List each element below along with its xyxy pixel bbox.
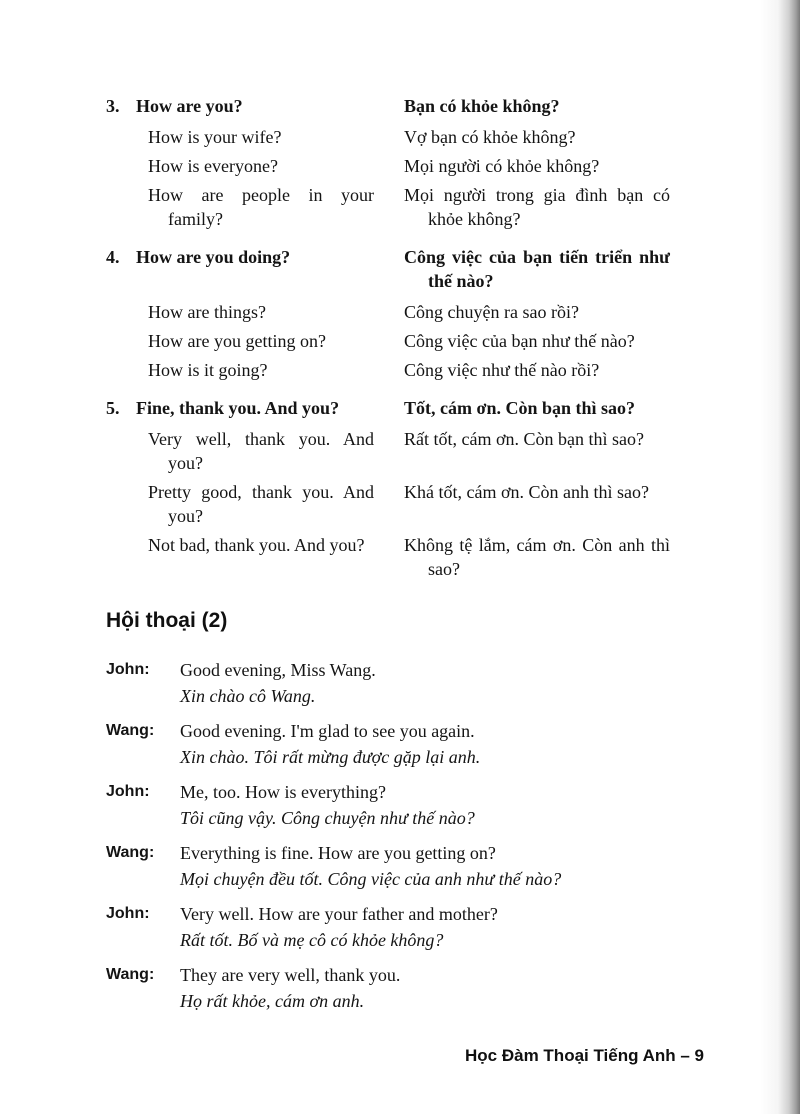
section-number: 3. bbox=[106, 96, 120, 116]
dialogue-vietnamese: Tôi cũng vậy. Công chuyện như thế nào? bbox=[180, 808, 475, 828]
phrase-section bbox=[106, 396, 704, 581]
row-number-spacer bbox=[106, 154, 136, 178]
section-title-en: How are you? bbox=[136, 96, 243, 116]
phrase-row bbox=[106, 154, 704, 178]
dialogue-turn bbox=[106, 901, 704, 953]
phrase-vi: Rất tốt, cám ơn. Còn bạn thì sao? bbox=[404, 429, 644, 449]
row-number-spacer bbox=[106, 183, 136, 231]
phrase-vi: Mọi người trong gia đình bạn có khỏe không? bbox=[404, 185, 670, 229]
dialogue-english: Good evening, Miss Wang. bbox=[180, 660, 376, 680]
phrase-row bbox=[106, 533, 704, 581]
phrase-vi: Vợ bạn có khỏe không? bbox=[404, 127, 576, 147]
speaker-name: John: bbox=[106, 661, 150, 678]
phrase-en: How is everyone? bbox=[148, 156, 278, 176]
dialogue-vietnamese: Xin chào. Tôi rất mừng được gặp lại anh. bbox=[180, 747, 481, 767]
phrase-vi: Khá tốt, cám ơn. Còn anh thì sao? bbox=[404, 482, 649, 502]
phrase-vi: Mọi người có khỏe không? bbox=[404, 156, 600, 176]
row-number-spacer bbox=[106, 329, 136, 353]
dialogue bbox=[106, 657, 704, 1014]
phrase-row bbox=[106, 300, 704, 324]
dialogue-lines bbox=[180, 657, 704, 709]
section-title-vi: Công việc của bạn tiến triển như thế nào? bbox=[404, 247, 670, 291]
phrase-vi: Công việc của bạn như thế nào? bbox=[404, 331, 635, 351]
dialogue-english: Very well. How are your father and mother? bbox=[180, 904, 498, 924]
dialogue-english: Everything is fine. How are you getting on? bbox=[180, 843, 496, 863]
speaker-name: John: bbox=[106, 783, 150, 800]
phrase-row bbox=[106, 183, 704, 231]
phrase-vi: Công chuyện ra sao rồi? bbox=[404, 302, 579, 322]
dialogue-english: Me, too. How is everything? bbox=[180, 782, 386, 802]
dialogue-vietnamese: Họ rất khỏe, cám ơn anh. bbox=[180, 991, 365, 1011]
section-title-en: Fine, thank you. And you? bbox=[136, 398, 340, 418]
phrase-vi: Không tệ lắm, cám ơn. Còn anh thì sao? bbox=[404, 535, 670, 579]
section-number: 5. bbox=[106, 398, 120, 418]
phrase-en: How are people in your family? bbox=[148, 185, 374, 229]
phrase-section bbox=[106, 94, 704, 231]
dialogue-turn bbox=[106, 657, 704, 709]
phrase-en: How are things? bbox=[148, 302, 266, 322]
dialogue-english: Good evening. I'm glad to see you again. bbox=[180, 721, 475, 741]
speaker-name: Wang: bbox=[106, 844, 155, 861]
phrase-row bbox=[106, 480, 704, 528]
section-number: 4. bbox=[106, 247, 120, 267]
row-number-spacer bbox=[106, 533, 136, 581]
dialogue-vietnamese: Mọi chuyện đều tốt. Công việc của anh như thế nào? bbox=[180, 869, 562, 889]
dialogue-english: They are very well, thank you. bbox=[180, 965, 401, 985]
dialogue-turn bbox=[106, 962, 704, 1014]
phrase-list bbox=[106, 94, 704, 581]
dialogue-lines bbox=[180, 962, 704, 1014]
phrase-en: How are you getting on? bbox=[148, 331, 326, 351]
phrase-row bbox=[106, 329, 704, 353]
speaker-name: John: bbox=[106, 905, 150, 922]
speaker-name: Wang: bbox=[106, 722, 155, 739]
dialogue-turn bbox=[106, 779, 704, 831]
dialogue-heading: Hội thoại (2) bbox=[106, 609, 228, 632]
phrase-en: How is your wife? bbox=[148, 127, 282, 147]
dialogue-lines bbox=[180, 901, 704, 953]
phrase-en: How is it going? bbox=[148, 360, 268, 380]
dialogue-turn bbox=[106, 718, 704, 770]
row-number-spacer bbox=[106, 358, 136, 382]
phrase-en: Not bad, thank you. And you? bbox=[148, 535, 365, 555]
phrase-row bbox=[106, 358, 704, 382]
section-title-en: How are you doing? bbox=[136, 247, 291, 267]
phrase-section bbox=[106, 245, 704, 382]
phrase-section-title-row bbox=[106, 245, 704, 293]
phrase-vi: Công việc như thế nào rồi? bbox=[404, 360, 600, 380]
phrase-en: Pretty good, thank you. And you? bbox=[148, 482, 374, 526]
dialogue-lines bbox=[180, 718, 704, 770]
phrase-section-title-row bbox=[106, 396, 704, 420]
row-number-spacer bbox=[106, 480, 136, 528]
phrase-row bbox=[106, 427, 704, 475]
section-title-vi: Tốt, cám ơn. Còn bạn thì sao? bbox=[404, 398, 636, 418]
phrase-section-title-row bbox=[106, 94, 704, 118]
page-footer: Học Đàm Thoại Tiếng Anh – 9 bbox=[465, 1046, 704, 1065]
phrase-row bbox=[106, 125, 704, 149]
phrase-en: Very well, thank you. And you? bbox=[148, 429, 374, 473]
dialogue-turn bbox=[106, 840, 704, 892]
row-number-spacer bbox=[106, 300, 136, 324]
dialogue-vietnamese: Rất tốt. Bố và mẹ cô có khỏe không? bbox=[180, 930, 444, 950]
dialogue-lines bbox=[180, 840, 704, 892]
row-number-spacer bbox=[106, 125, 136, 149]
dialogue-lines bbox=[180, 779, 704, 831]
row-number-spacer bbox=[106, 427, 136, 475]
section-title-vi: Bạn có khỏe không? bbox=[404, 96, 560, 116]
dialogue-vietnamese: Xin chào cô Wang. bbox=[180, 686, 316, 706]
speaker-name: Wang: bbox=[106, 966, 155, 983]
